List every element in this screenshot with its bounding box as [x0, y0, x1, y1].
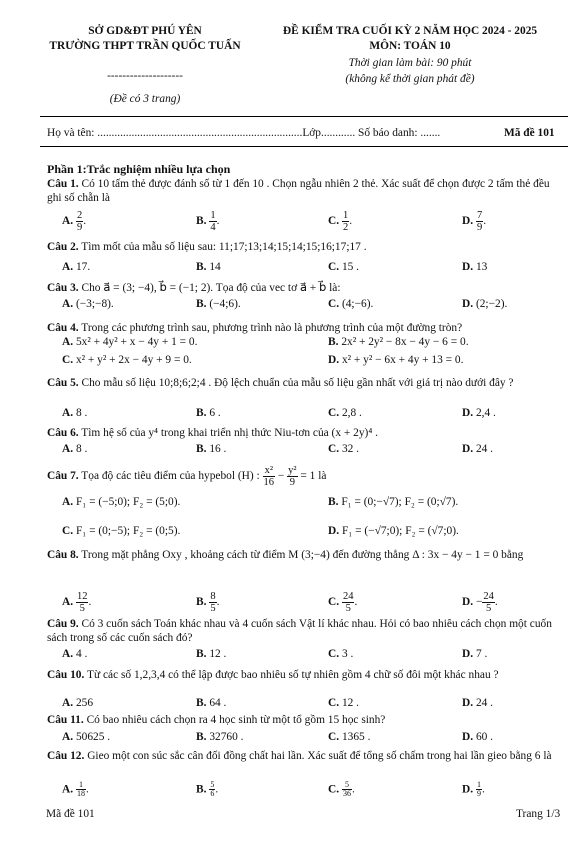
question-label: Câu 5. [47, 377, 79, 389]
option-letter: B. [196, 215, 207, 228]
option-c[interactable] [328, 648, 353, 660]
option-tail: . [85, 783, 89, 796]
fraction [76, 781, 86, 799]
fraction [209, 591, 216, 614]
option-text: F₁ = (−5;0); F₂ = (5;0). [75, 496, 181, 508]
option-b[interactable] [196, 210, 219, 233]
question-9 [47, 617, 559, 645]
option-letter: A. [62, 407, 74, 419]
option-d[interactable] [328, 525, 459, 537]
option-a[interactable] [62, 496, 180, 508]
option-tail: . [351, 783, 355, 796]
question-5 [47, 376, 559, 390]
option-letter: B. [196, 731, 207, 743]
option-text: (4;−6). [341, 298, 374, 310]
question-text: Trong mặt phẳng Oxy , khoảng cách từ điểm M (3;−4) đến đường thẳng Δ : 3x − 4y − 1 = 0 bằng [78, 549, 524, 561]
option-letter: A. [62, 648, 74, 660]
option-letter: B. [196, 648, 207, 660]
denominator: 9 [76, 222, 83, 234]
option-letter: A. [62, 697, 74, 709]
option-letter: A. [62, 336, 74, 348]
option-letter: D. [328, 525, 340, 537]
option-text: F₁ = (0;−5); F₂ = (0;5). [75, 525, 181, 537]
numerator: 7 [476, 210, 483, 221]
option-text: F₁ = (0;−√7); F₂ = (0;√7). [341, 496, 459, 508]
question-label: Câu 7. [47, 470, 79, 483]
option-tail: . [216, 215, 220, 228]
option-c[interactable] [328, 697, 359, 709]
option-letter: A. [62, 298, 74, 310]
option-letter: B. [196, 443, 207, 455]
option-text: 24 . [475, 443, 494, 455]
option-c[interactable] [328, 298, 373, 310]
option-letter: B. [196, 783, 207, 796]
minus-sign: − [275, 470, 288, 483]
option-d[interactable] [462, 731, 493, 743]
option-letter: D. [462, 648, 474, 660]
numerator: 8 [210, 591, 216, 602]
subject: MÔN: TOÁN 10 [369, 40, 451, 52]
option-letter: D. [462, 261, 474, 273]
option-b[interactable] [196, 648, 226, 660]
option-c[interactable] [328, 781, 355, 799]
question-label: Câu 4. [47, 322, 79, 334]
option-letter: B. [196, 407, 207, 419]
denominator: 2 [342, 222, 349, 234]
question-text: Tìm mốt của mẫu số liệu sau: 11;17;13;14;15;14;15;16;17;17 . [78, 241, 367, 253]
question-4 [47, 321, 559, 335]
school-name: TRƯỜNG THPT TRẦN QUỐC TUẤN [49, 40, 241, 52]
option-b[interactable] [196, 591, 219, 614]
option-tail: . [481, 783, 485, 796]
denominator: 18 [76, 789, 85, 799]
pages-note: (Đề có 3 trang) [109, 93, 181, 105]
denominator: 5 [79, 603, 85, 615]
footer-code: Mã đề 101 [46, 808, 95, 820]
question-text: Từ các số 1,2,3,4 có thể lập được bao nhiêu số tự nhiên gồm 4 chữ số đôi một khác nhau ? [84, 669, 499, 681]
option-c[interactable] [328, 210, 352, 233]
option-letter: C. [328, 215, 340, 228]
option-letter: C. [328, 407, 340, 419]
option-text: 17. [75, 261, 91, 273]
question-text: Gieo một con súc sắc cân đối đồng chất hai lần. Xác suất để tổng số chấm trong hai lần gieo bằng 6 là [84, 750, 552, 762]
question-7 [47, 465, 559, 488]
option-d[interactable] [462, 648, 487, 660]
question-label: Câu 10. [47, 669, 85, 681]
option-tail: . [216, 596, 220, 609]
exam-title: ĐỀ KIỂM TRA CUỐI KỲ 2 NĂM HỌC 2024 - 2025 [282, 25, 538, 37]
option-c[interactable] [328, 731, 370, 743]
section-title: Phần 1:Trắc nghiệm nhiều lựa chọn [47, 162, 231, 176]
option-text: x² + y² − 6x + 4y + 13 = 0. [341, 354, 464, 366]
question-11 [47, 713, 559, 727]
option-text: 15 . [341, 261, 360, 273]
option-letter: C. [62, 525, 74, 537]
option-b[interactable] [196, 298, 241, 310]
question-label: Câu 3. [47, 282, 79, 294]
option-letter: D. [462, 215, 474, 228]
option-text: 60 . [475, 731, 494, 743]
numerator: y² [288, 465, 297, 476]
option-text: (2;−2). [475, 298, 508, 310]
option-c[interactable] [328, 443, 359, 455]
question-text: Cho mẫu số liệu 10;8;6;2;4 . Độ lệch chuẩn của mẫu số liệu gần nhất với giá trị nào dưới đây ? [78, 377, 514, 389]
question-text: Có bao nhiêu cách chọn ra 4 học sinh từ một tổ gồm 15 học sinh? [83, 714, 386, 726]
option-text: 13 [475, 261, 488, 273]
option-letter: C. [328, 298, 340, 310]
denominator: 9 [476, 222, 483, 234]
option-text: 32760 . [209, 731, 244, 743]
option-text: (−4;6). [209, 298, 241, 310]
fraction [342, 781, 352, 799]
option-letter: D. [462, 443, 474, 455]
option-a[interactable] [62, 443, 87, 455]
option-letter: A. [62, 261, 74, 273]
option-text: 1365 . [341, 731, 371, 743]
option-b[interactable] [196, 697, 226, 709]
option-letter: B. [196, 697, 207, 709]
numerator: 24 [342, 591, 354, 602]
option-letter: D. [462, 783, 474, 796]
option-letter: A. [62, 496, 74, 508]
option-text: 5x² + 4y² + x − 4y + 1 = 0. [75, 336, 198, 348]
option-letter: B. [196, 261, 207, 273]
option-letter: D. [462, 407, 474, 419]
exam-code: Mã đề 101 [504, 127, 555, 139]
option-d[interactable] [462, 697, 493, 709]
footer-page: Trang 1/3 [516, 808, 561, 820]
numerator: 1 [476, 780, 481, 789]
option-letter: C. [328, 443, 340, 455]
option-letter: D. [462, 298, 474, 310]
option-a[interactable] [62, 648, 87, 660]
question-text: = 1 là [297, 470, 327, 483]
denominator: 5 [345, 603, 351, 615]
option-d[interactable] [328, 354, 463, 366]
option-a[interactable] [62, 298, 114, 310]
numerator: 1 [342, 210, 349, 221]
option-d[interactable] [462, 591, 498, 614]
option-d[interactable] [462, 407, 496, 419]
option-letter: C. [62, 354, 74, 366]
option-text: 14 [209, 261, 221, 273]
question-label: Câu 12. [47, 750, 85, 762]
option-d[interactable] [462, 781, 485, 799]
option-c[interactable] [62, 525, 180, 537]
option-b[interactable] [196, 407, 221, 419]
option-d[interactable] [462, 298, 507, 310]
option-d[interactable] [462, 210, 486, 233]
student-info: Họ và tên: ........................................................................Lớp............ Số báo danh: ....... [47, 127, 441, 139]
question-label: Câu 11. [47, 714, 84, 726]
option-text: 12 . [209, 648, 227, 660]
option-text: 8 . [75, 407, 88, 419]
option-a[interactable] [62, 731, 110, 743]
option-text: (−3;−8). [75, 298, 114, 310]
option-text: 32 . [341, 443, 360, 455]
option-text: F₁ = (−√7;0); F₂ = (√7;0). [341, 525, 459, 537]
denominator: 5 [210, 603, 216, 615]
option-text: 3 . [341, 648, 354, 660]
question-6 [47, 426, 559, 440]
fraction [263, 465, 276, 488]
denominator: 9 [476, 789, 481, 799]
option-b[interactable] [196, 781, 218, 799]
option-text: 4 . [75, 648, 88, 660]
option-text: 7 . [475, 648, 488, 660]
option-text: 24 . [475, 697, 494, 709]
denominator: 4 [210, 222, 216, 234]
option-text: 2,8 . [341, 407, 362, 419]
question-label: Câu 9. [47, 618, 79, 630]
question-label: Câu 2. [47, 241, 79, 253]
exam-time: Thời gian làm bài: 90 phút [348, 57, 472, 69]
option-letter: A. [62, 443, 74, 455]
fraction [342, 591, 358, 615]
numerator: 1 [76, 781, 86, 790]
option-letter: B. [196, 298, 207, 310]
fraction [76, 591, 92, 615]
question-8 [47, 548, 559, 562]
option-letter: A. [62, 783, 74, 796]
option-text: 6 . [209, 407, 221, 419]
question-1 [47, 177, 559, 205]
numerator: 5 [342, 781, 352, 790]
numerator: 2 [76, 210, 83, 221]
question-text: Tìm hệ số của y⁴ trong khai triển nhị thức Niu-tơn của (x + 2y)⁴ . [78, 427, 379, 439]
option-c[interactable] [62, 354, 192, 366]
option-text: 12 . [341, 697, 360, 709]
option-c[interactable] [328, 591, 357, 614]
question-text: Tọa độ các tiêu điểm của hypebol (H) : [78, 470, 263, 483]
numerator: x² [263, 465, 276, 477]
option-b[interactable] [196, 731, 243, 743]
question-label: Câu 1. [47, 178, 79, 190]
department-name: SỞ GD&ĐT PHÚ YÊN [88, 25, 202, 37]
option-tail: . [354, 596, 358, 609]
denominator: 16 [263, 477, 275, 489]
option-letter: C. [328, 261, 340, 273]
option-b[interactable] [328, 336, 469, 348]
option-letter: C. [328, 731, 340, 743]
option-letter: B. [328, 496, 339, 508]
minus-sign: − [475, 596, 483, 609]
numerator: 5 [210, 780, 215, 789]
option-letter: D. [462, 596, 474, 609]
option-b[interactable] [196, 443, 226, 455]
option-b[interactable] [196, 261, 221, 273]
question-12 [47, 749, 559, 763]
option-letter: A. [62, 731, 74, 743]
denominator: 6 [210, 789, 215, 799]
option-letter: D. [462, 697, 474, 709]
option-text: 16 . [209, 443, 227, 455]
option-text: 8 . [75, 443, 88, 455]
option-letter: C. [328, 596, 340, 609]
option-letter: C. [328, 648, 340, 660]
option-b[interactable] [328, 496, 458, 508]
question-text: Có 10 tấm thẻ được đánh số từ 1 đến 10 . Chọn ngẫu nhiên 2 thẻ. Xác suất để chọn được 2 tấm thẻ đều ghi số chẵn là [47, 178, 550, 204]
question-10 [47, 668, 559, 682]
option-letter: B. [196, 596, 207, 609]
divider [40, 116, 568, 117]
fraction [209, 210, 216, 233]
denominator: 9 [289, 477, 295, 489]
option-text: 2x² + 2y² − 8x − 4y − 6 = 0. [341, 336, 469, 348]
exam-time-note: (không kể thời gian phát đề) [345, 73, 475, 85]
numerator: 1 [210, 210, 216, 221]
question-text: Trong các phương trình sau, phương trình nào là phương trình của một đường tròn? [78, 322, 463, 334]
option-tail: . [494, 596, 498, 609]
option-d[interactable] [462, 443, 493, 455]
denominator: 36 [342, 789, 351, 799]
divider [40, 146, 568, 147]
fraction [287, 465, 297, 488]
question-3 [47, 281, 559, 295]
dashes: -------------------- [107, 70, 183, 82]
option-a[interactable] [62, 407, 87, 419]
option-a[interactable] [62, 336, 197, 348]
denominator: 5 [486, 603, 492, 615]
option-text: 64 . [209, 697, 227, 709]
option-a[interactable] [62, 210, 86, 233]
option-text: x² + y² + 2x − 4y + 9 = 0. [75, 354, 192, 366]
question-text: Cho a⃗ = (3; −4), b⃗ = (−1; 2). Tọa độ của vec tơ a⃗ + b⃗ là: [78, 282, 341, 294]
option-tail: . [349, 215, 353, 228]
option-tail: . [483, 215, 487, 228]
option-letter: B. [328, 336, 339, 348]
question-2 [47, 240, 559, 254]
option-letter: A. [62, 596, 74, 609]
option-c[interactable] [328, 407, 362, 419]
question-label: Câu 6. [47, 427, 79, 439]
option-letter: A. [62, 215, 74, 228]
option-c[interactable] [328, 261, 359, 273]
option-a[interactable] [62, 261, 90, 273]
option-text: 2,4 . [475, 407, 496, 419]
question-label: Câu 8. [47, 549, 79, 561]
option-text: 256 [75, 697, 94, 709]
question-text: Có 3 cuốn sách Toán khác nhau và 4 cuốn sách Vật lí khác nhau. Hỏi có bao nhiêu cách chọn một cuốn sách trong số các cuốn sách đó? [47, 618, 552, 644]
option-a[interactable] [62, 697, 93, 709]
option-d[interactable] [462, 261, 487, 273]
numerator: 24 [483, 591, 494, 602]
option-text: 50625 . [75, 731, 111, 743]
numerator: 12 [76, 591, 88, 602]
option-a[interactable] [62, 781, 89, 799]
option-tail: . [215, 783, 219, 796]
option-letter: C. [328, 697, 340, 709]
option-letter: D. [328, 354, 340, 366]
option-tail: . [83, 215, 87, 228]
option-letter: D. [462, 731, 474, 743]
option-letter: C. [328, 783, 340, 796]
option-a[interactable] [62, 591, 91, 614]
fraction [482, 591, 495, 614]
option-tail: . [88, 596, 92, 609]
